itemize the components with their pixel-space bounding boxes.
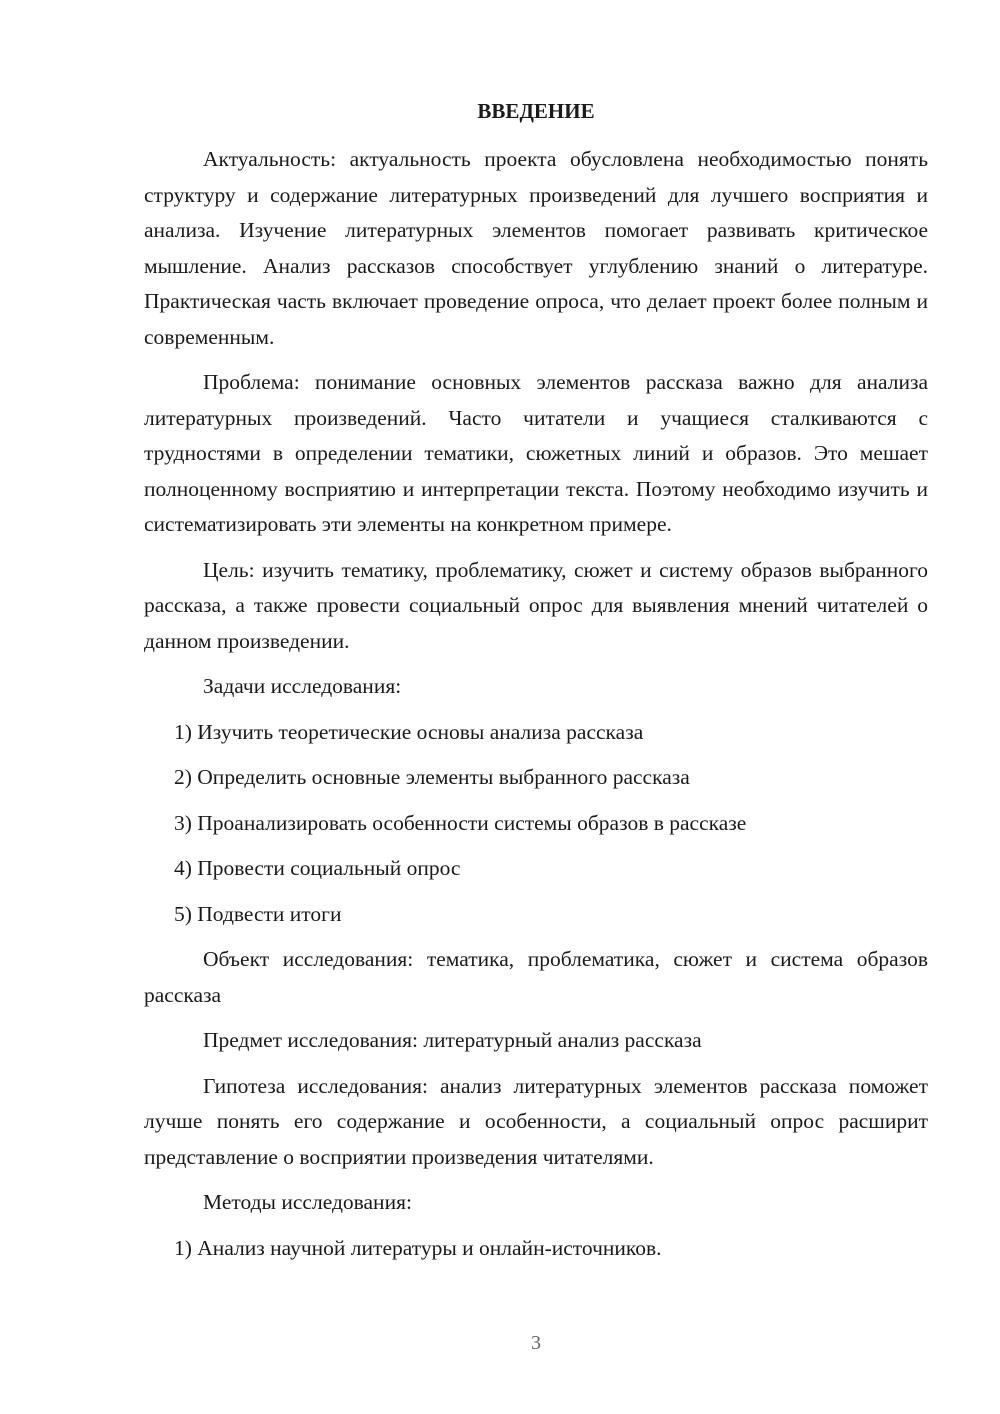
tasks-heading: Задачи исследования: xyxy=(203,674,402,698)
task-item: 2) Определить основные элементы выбранного рассказа xyxy=(174,765,690,789)
relevance-paragraph: Актуальность: актуальность проекта обусловлена необходимостью понять структуру и содержание литературных произведений для лучшего восприятия и анализа. Изучение литературных элементов помогает развивать критическое мышление. Анализ рассказов способствует углублению знаний о литературе. Практическая часть включает проведение опроса, что делает проект более полным и современным. xyxy=(144,147,928,349)
task-item: 3) Проанализировать особенности системы образов в рассказе xyxy=(174,810,747,835)
hypothesis-paragraph: Гипотеза исследования: анализ литературных элементов рассказа поможет лучше понять его содержание и особенности, а социальный опрос расширит представление о восприятии произведения читателями. xyxy=(144,1073,928,1169)
goal-paragraph: Цель: изучить тематику, проблематику, сюжет и систему образов выбранного рассказа, а также провести социальный опрос для выявления мнений читателей о данном произведении. xyxy=(144,557,928,653)
body-text xyxy=(144,142,928,1276)
problem-paragraph: Проблема: понимание основных элементов рассказа важно для анализа литературных произведений. Часто читатели и учащиеся сталкиваются с трудностями в определении тематики, сюжетных линий и образов. Это мешает полноценному восприятию и интерпретации текста. Поэтому необходимо изучить и систематизировать эти элементы на конкретном примере. xyxy=(144,370,928,536)
task-item: 1) Изучить теоретические основы анализа рассказа xyxy=(174,719,644,744)
task-item: 4) Провести социальный опрос xyxy=(174,856,461,880)
document-page xyxy=(144,0,928,1414)
task-item: 5) Подвести итоги xyxy=(174,901,342,926)
subject-paragraph: Предмет исследования: литературный анализ рассказа xyxy=(203,1028,702,1052)
methods-heading: Методы исследования: xyxy=(203,1190,412,1214)
method-item: 1) Анализ научной литературы и онлайн-источников. xyxy=(174,1235,662,1260)
page-number: 3 xyxy=(531,1332,541,1354)
object-paragraph: Объект исследования: тематика, проблематика, сюжет и система образов рассказа xyxy=(144,947,928,1007)
section-heading: ВВЕДЕНИЕ xyxy=(477,99,595,123)
